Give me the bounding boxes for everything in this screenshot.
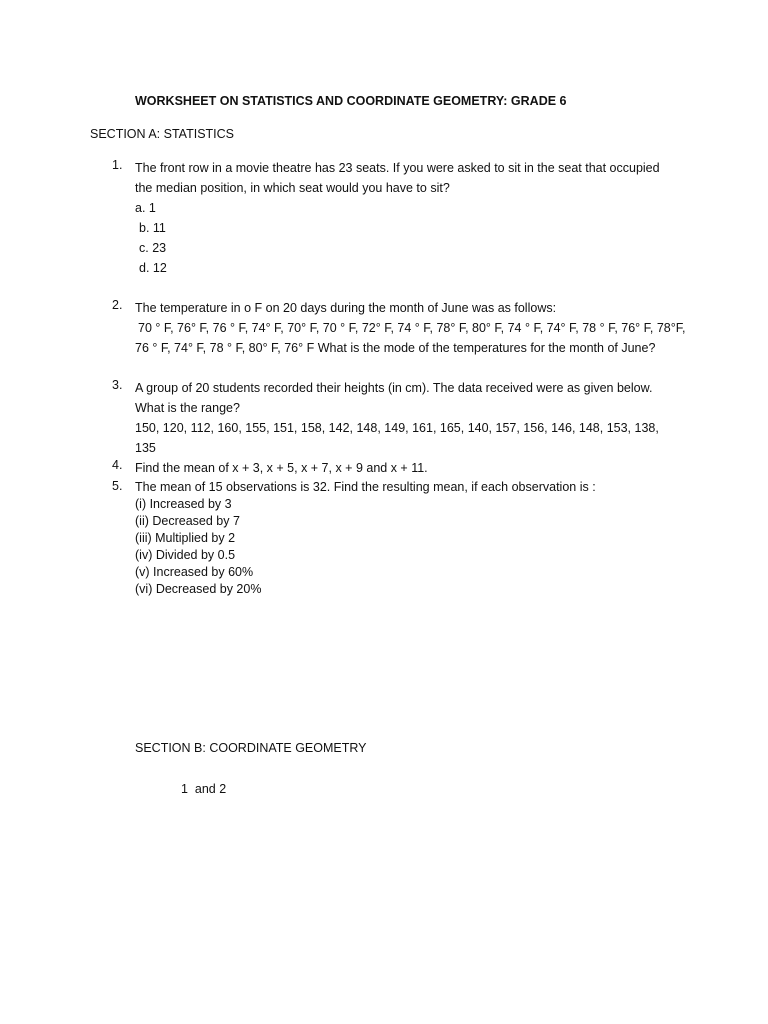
question-4 [112, 458, 682, 478]
question-text-line: The temperature in o F on 20 days during the month of June was as follows: [135, 301, 557, 315]
question-text-line: A group of 20 students recorded their heights (in cm). The data received were as given below. [135, 381, 653, 395]
worksheet-title: WORKSHEET ON STATISTICS AND COORDINATE GEOMETRY: GRADE 6 [135, 94, 567, 108]
sub-item: (i) Increased by 3 [135, 497, 232, 511]
question-number: 4. [112, 458, 123, 472]
sub-item: (iii) Multiplied by 2 [135, 531, 236, 545]
question-text-line: The mean of 15 observations is 32. Find the resulting mean, if each observation is : [135, 480, 596, 494]
question-number: 5. [112, 479, 123, 493]
height-data-line: 135 [135, 441, 156, 455]
option-b: b. 11 [139, 221, 166, 235]
question-3 [112, 378, 682, 458]
option-c: c. 23 [139, 241, 167, 255]
question-text-line: Find the mean of x + 3, x + 5, x + 7, x + 9 and x + 11. [135, 461, 428, 475]
sub-item: (v) Increased by 60% [135, 565, 254, 579]
section-b-heading: SECTION B: COORDINATE GEOMETRY [135, 741, 367, 755]
question-text-line: The front row in a movie theatre has 23 seats. If you were asked to sit in the seat that occupied [135, 161, 660, 175]
section-b-items: 1 and 2 [181, 782, 227, 796]
question-2 [112, 298, 686, 358]
height-data-line: 150, 120, 112, 160, 155, 151, 158, 142, 148, 149, 161, 165, 140, 157, 156, 146, 148, 153, 138, [135, 421, 659, 435]
sub-item: (iv) Divided by 0.5 [135, 548, 236, 562]
temperature-data-line: 70 ° F, 76° F, 76 ° F, 74° F, 70° F, 70 ° F, 72° F, 74 ° F, 78° F, 80° F, 74 ° F, 74° F, 78 ° F, 76° F, 78°F, [138, 321, 686, 335]
sub-item: (vi) Decreased by 20% [135, 582, 262, 596]
section-a-heading: SECTION A: STATISTICS [90, 127, 235, 141]
sub-item: (ii) Decreased by 7 [135, 514, 240, 528]
question-number: 2. [112, 298, 123, 312]
question-number: 3. [112, 378, 123, 392]
option-d: d. 12 [139, 261, 167, 275]
question-number: 1. [112, 158, 123, 172]
question-text-line: the median position, in which seat would you have to sit? [135, 181, 450, 195]
question-text-line: What is the range? [135, 401, 240, 415]
question-5 [112, 479, 682, 598]
question-1 [112, 158, 682, 278]
option-a: a. 1 [135, 201, 156, 215]
temperature-data-line: 76 ° F, 74° F, 78 ° F, 80° F, 76° F What is the mode of the temperatures for the month of June? [135, 341, 656, 355]
